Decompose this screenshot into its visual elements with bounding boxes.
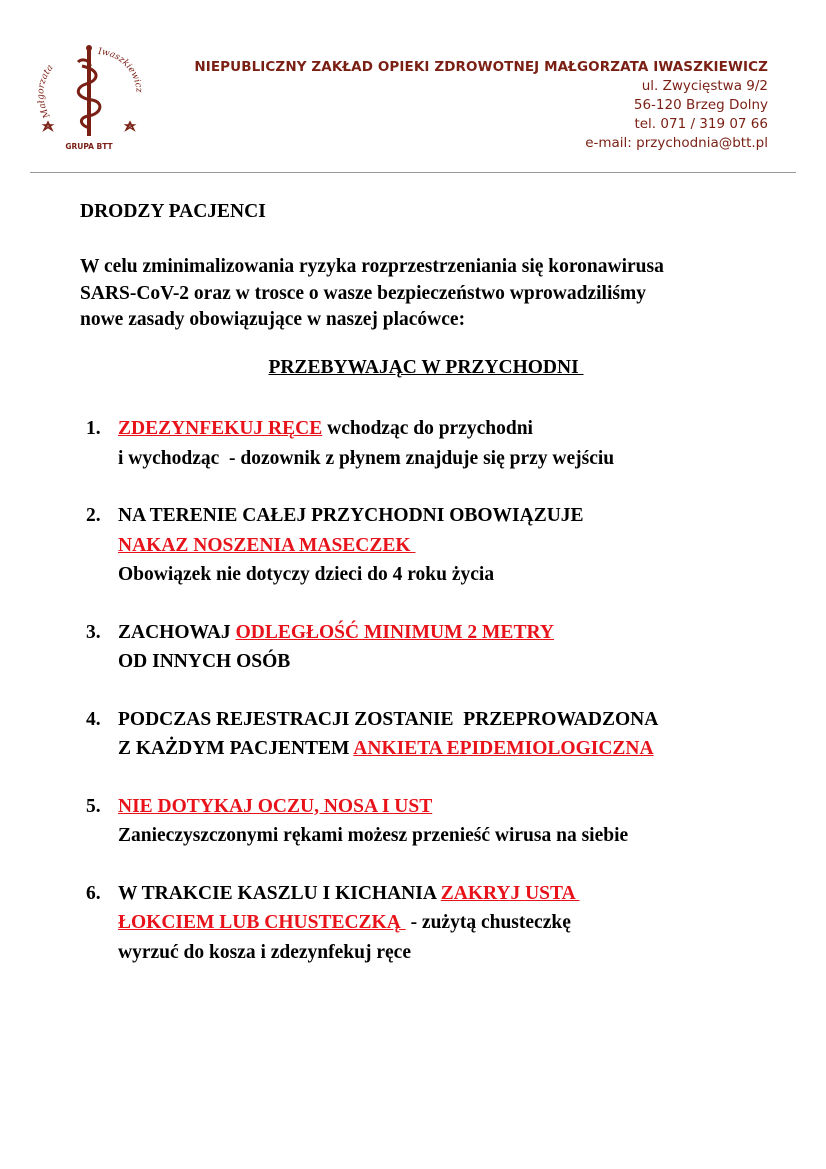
- rule-number: 2.: [86, 505, 101, 526]
- rule-line: Obowiązek nie dotyczy dzieci do 4 roku życia: [118, 564, 495, 585]
- caduceus-icon: [30, 38, 148, 156]
- rule-item-4: [86, 705, 786, 764]
- city-address: 56-120 Brzeg Dolny: [633, 97, 768, 113]
- rule-item-1: [86, 414, 786, 473]
- rule-highlight: ODLEGŁOŚĆ MINIMUM 2 METRY: [235, 621, 554, 643]
- rule-item-5: [86, 792, 786, 851]
- rule-item-3: [86, 618, 786, 677]
- rule-line: [118, 908, 786, 938]
- rule-highlight: NIE DOTYKAJ OCZU, NOSA I UST: [118, 795, 433, 817]
- organization-name: NIEPUBLICZNY ZAKŁAD OPIEKI ZDROWOTNEJ MAŁGORZATA IWASZKIEWICZ: [194, 59, 768, 75]
- rule-line: [118, 414, 786, 444]
- rule-text: wchodząc do przychodni: [322, 418, 533, 439]
- logo-text-left: Małgorzata: [36, 63, 56, 120]
- intro-line: SARS-CoV-2 oraz w trosce o wasze bezpieczeństwo wprowadziliśmy: [80, 282, 646, 304]
- rule-number: 1.: [86, 418, 101, 439]
- rule-number: 3.: [86, 621, 101, 643]
- rule-highlight: ZAKRYJ USTA: [440, 882, 580, 904]
- rule-highlight: NAKAZ NOSZENIA MASECZEK: [118, 534, 416, 556]
- logo-caption: GRUPA BTT: [65, 142, 113, 151]
- rule-highlight: ZDEZYNFEKUJ RĘCE: [118, 418, 323, 439]
- rule-number: 6.: [86, 882, 101, 904]
- rule-line: [118, 531, 786, 561]
- intro-line: W celu zminimalizowania ryzyka rozprzestrzeniania się koronawirusa: [80, 256, 664, 277]
- rule-line: i wychodząc - dozownik z płynem znajduje się przy wejściu: [118, 447, 615, 469]
- section-title: PRZEBYWAJĄC W PRZYCHODNI: [268, 357, 584, 378]
- rule-text: W TRAKCIE KASZLU I KICHANIA: [118, 882, 441, 904]
- clinic-header: [194, 58, 768, 153]
- rule-line: [118, 734, 786, 764]
- rule-line: wyrzuć do kosza i zdezynfekuj ręce: [118, 941, 411, 963]
- clinic-logo: [30, 38, 148, 156]
- header-divider: [30, 172, 796, 173]
- intro-paragraph: [80, 254, 780, 334]
- rule-text: - zużytą chusteczkę: [405, 912, 571, 933]
- rule-text: Z KAŻDYM PACJENTEM: [118, 738, 354, 759]
- street-address: ul. Zwycięstwa 9/2: [641, 78, 768, 94]
- rule-text: ZACHOWAJ: [118, 621, 236, 643]
- greeting: DRODZY PACJENCI: [80, 201, 266, 222]
- intro-line: nowe zasady obowiązujące w naszej placówce:: [80, 309, 466, 330]
- logo-text-right: Iwaszkiewicz: [97, 46, 144, 94]
- rule-line: NA TERENIE CAŁEJ PRZYCHODNI OBOWIĄZUJE: [118, 505, 584, 526]
- email-address: e-mail: przychodnia@btt.pl: [585, 135, 768, 151]
- rule-line: OD INNYCH OSÓB: [118, 651, 291, 672]
- rule-line: [118, 792, 786, 822]
- phone-number: tel. 071 / 319 07 66: [634, 116, 768, 132]
- rule-line: [118, 618, 786, 648]
- rule-item-6: [86, 879, 786, 968]
- rule-item-2: [86, 501, 786, 590]
- rule-line: Zanieczyszczonymi rękami możesz przenieść wirusa na siebie: [118, 825, 629, 846]
- rule-line: PODCZAS REJESTRACJI ZOSTANIE PRZEPROWADZONA: [118, 708, 659, 730]
- rule-highlight: ŁOKCIEM LUB CHUSTECZKĄ: [118, 912, 406, 933]
- rule-number: 4.: [86, 708, 101, 730]
- rule-line: [118, 879, 786, 909]
- rule-number: 5.: [86, 795, 101, 817]
- rules-list: [86, 414, 786, 967]
- rule-highlight: ANKIETA EPIDEMIOLOGICZNA: [353, 738, 654, 759]
